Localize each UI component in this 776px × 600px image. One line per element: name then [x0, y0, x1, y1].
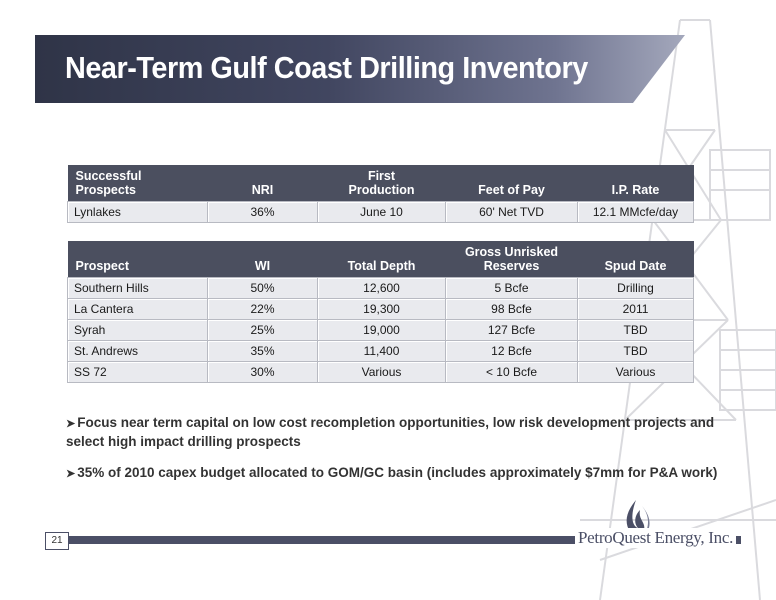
table-row [68, 320, 694, 341]
bullet-item [66, 414, 736, 451]
company-logo-text: PetroQuest Energy, Inc. [575, 528, 736, 548]
table-cell: St. Andrews [68, 341, 208, 362]
table-cell: SS 72 [68, 362, 208, 383]
table-cell: Various [318, 362, 446, 383]
table-header-row [68, 241, 694, 278]
table-cell: Lynlakes [68, 202, 208, 223]
header-line2: Feet of Pay [478, 183, 545, 197]
table-cell: 25% [208, 320, 318, 341]
header-line2: WI [254, 259, 271, 273]
page-title: Near-Term Gulf Coast Drilling Inventory [65, 50, 588, 85]
table-row [68, 278, 694, 299]
column-header [208, 241, 318, 278]
header-line2: Spud Date [604, 259, 667, 273]
table-cell: 30% [208, 362, 318, 383]
table-cell: 22% [208, 299, 318, 320]
table-cell: Drilling [578, 278, 694, 299]
table-cell: Southern Hills [68, 278, 208, 299]
table-cell: TBD [578, 341, 694, 362]
arrow-bullet-icon: ➤ [66, 418, 76, 430]
table-row [68, 299, 694, 320]
column-header [446, 241, 578, 278]
column-header [578, 165, 694, 202]
table-cell: 2011 [578, 299, 694, 320]
table-cell: 19,000 [318, 320, 446, 341]
table-cell: 11,400 [318, 341, 446, 362]
table-row [68, 341, 694, 362]
header-line2: Reserves [483, 259, 540, 273]
successful-prospects-table [67, 165, 694, 223]
column-header [578, 241, 694, 278]
table-cell: 35% [208, 341, 318, 362]
header-line2: Total Depth [347, 259, 416, 273]
table-cell: 36% [208, 202, 318, 223]
header-line2: I.P. Rate [611, 183, 660, 197]
header-line1: Gross Unrisked [464, 245, 559, 259]
table-cell: June 10 [318, 202, 446, 223]
header-line1: First [367, 169, 396, 183]
header-line2: Prospect [75, 259, 129, 273]
bullet-item [66, 464, 736, 483]
table-row [68, 362, 694, 383]
table-cell: 12 Bcfe [446, 341, 578, 362]
arrow-bullet-icon: ➤ [66, 468, 76, 480]
table-cell: 5 Bcfe [446, 278, 578, 299]
header-line1: Successful [75, 169, 142, 183]
table-cell: 60' Net TVD [446, 202, 578, 223]
table-header-row [68, 165, 694, 202]
table-cell: Syrah [68, 320, 208, 341]
table-cell: 19,300 [318, 299, 446, 320]
bullet-text: 35% of 2010 capex budget allocated to GOM/GC basin (includes approximately $7mm for P&A work) [77, 465, 718, 480]
bullet-text: Focus near term capital on low cost recompletion opportunities, low risk development projects and select high impact drilling prospects [66, 415, 715, 449]
table-cell: 50% [208, 278, 318, 299]
header-line2: Prospects [75, 183, 136, 197]
column-header [318, 165, 446, 202]
header-line2: Production [348, 183, 415, 197]
table-cell: TBD [578, 320, 694, 341]
header-line2: NRI [251, 183, 274, 197]
column-header [68, 165, 208, 202]
table-cell: 98 Bcfe [446, 299, 578, 320]
table-cell: La Cantera [68, 299, 208, 320]
table-cell: Various [578, 362, 694, 383]
column-header [208, 165, 318, 202]
column-header [68, 241, 208, 278]
table-row [68, 202, 694, 223]
table-cell: 12,600 [318, 278, 446, 299]
column-header [446, 165, 578, 202]
table-cell: < 10 Bcfe [446, 362, 578, 383]
column-header [318, 241, 446, 278]
table-cell: 12.1 MMcfe/day [578, 202, 694, 223]
page-number: 21 [45, 532, 69, 550]
prospects-table [67, 241, 694, 383]
table-cell: 127 Bcfe [446, 320, 578, 341]
